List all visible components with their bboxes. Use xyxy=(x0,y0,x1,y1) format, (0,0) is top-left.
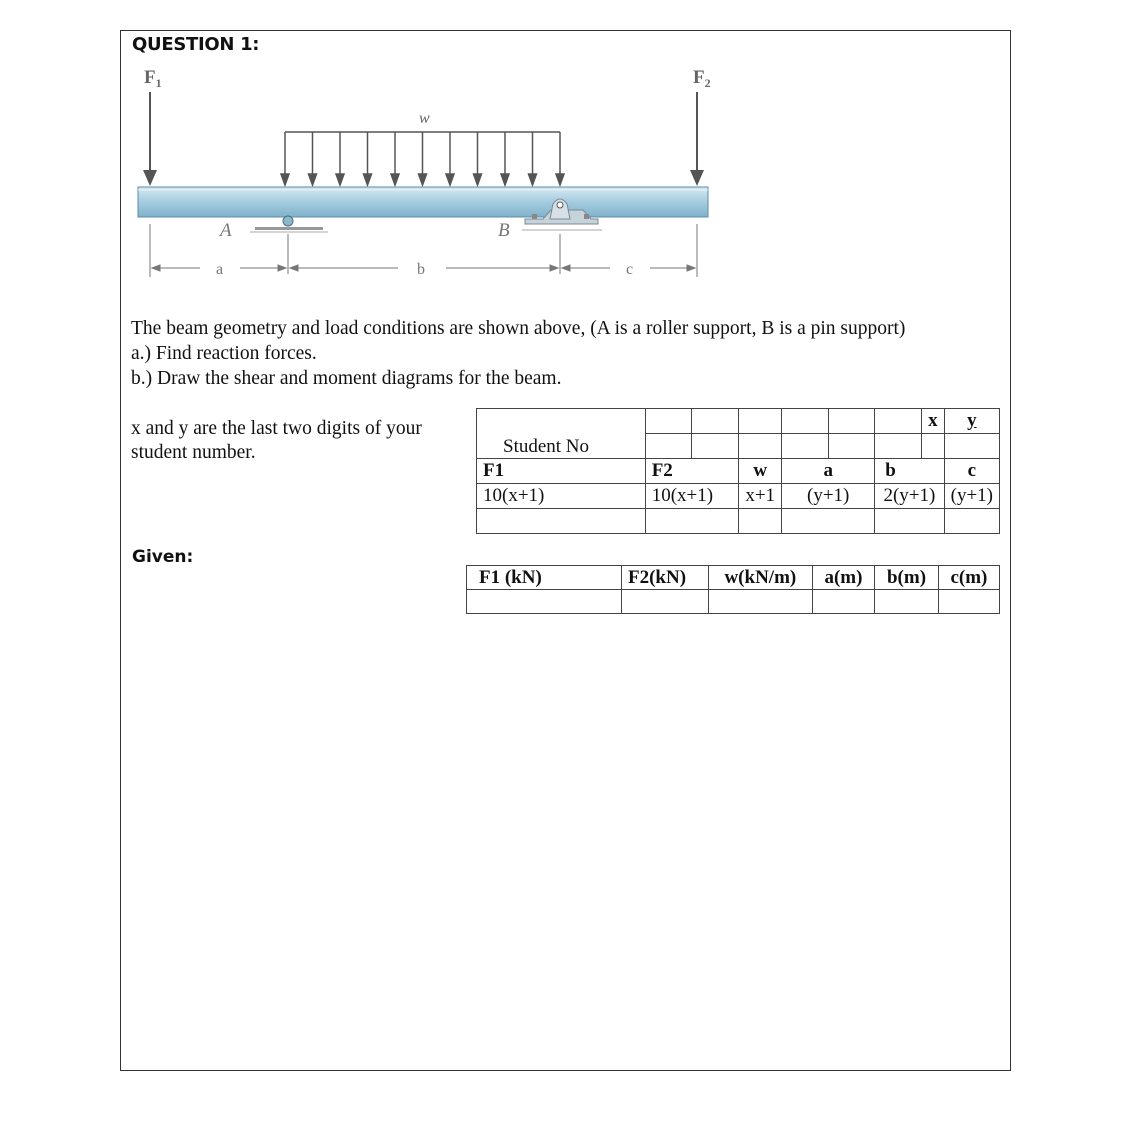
load-arrow-head xyxy=(391,174,399,185)
dimension-a-label: a xyxy=(216,261,224,278)
question-title: QUESTION 1: xyxy=(132,34,260,55)
header-f2: F2 xyxy=(645,459,739,484)
digit-cell[interactable] xyxy=(692,409,739,434)
given-header-w: w(kN/m) xyxy=(708,566,812,590)
given-table xyxy=(466,565,1000,614)
given-header-a: a(m) xyxy=(812,566,874,590)
problem-line-3: b.) Draw the shear and moment diagrams for the beam. xyxy=(131,368,562,389)
header-a: a xyxy=(782,459,875,484)
formula-f2: 10(x+1) xyxy=(645,484,739,509)
support-a-label: A xyxy=(220,220,232,241)
digit-cell[interactable] xyxy=(782,409,829,434)
given-label: Given: xyxy=(132,547,194,567)
x-digit-header: x xyxy=(922,409,945,434)
digit-cell[interactable] xyxy=(875,434,922,459)
digit-cell[interactable] xyxy=(645,434,692,459)
given-header-b: b(m) xyxy=(875,566,939,590)
roller-support-a xyxy=(250,216,328,232)
problem-statement xyxy=(131,316,1011,391)
header-c: c xyxy=(944,459,999,484)
given-value-b[interactable] xyxy=(875,590,939,614)
student-no-label: Student No xyxy=(503,436,590,457)
formula-b: 2(y+1) xyxy=(875,484,944,509)
dimension-b-label: b xyxy=(417,261,425,278)
x-digit-cell[interactable] xyxy=(922,434,945,459)
load-arrow-head xyxy=(309,174,317,185)
force-f2-arrow xyxy=(690,92,704,186)
value-cell[interactable] xyxy=(477,509,646,534)
digit-cell[interactable] xyxy=(828,434,875,459)
header-w: w xyxy=(739,459,782,484)
given-header-f2: F2(kN) xyxy=(622,566,709,590)
load-arrow-head xyxy=(474,174,482,185)
digit-cell[interactable] xyxy=(739,434,782,459)
given-value-f1[interactable] xyxy=(467,590,622,614)
given-header-f1: F1 (kN) xyxy=(467,566,622,590)
load-arrow-head xyxy=(529,174,537,185)
formula-w: x+1 xyxy=(739,484,782,509)
beam-diagram xyxy=(130,62,730,292)
dimension-c-label: c xyxy=(626,261,634,278)
load-arrow-head xyxy=(446,174,454,185)
load-arrow-head xyxy=(556,174,564,185)
digit-cell[interactable] xyxy=(739,409,782,434)
y-digit-header: y xyxy=(944,409,999,434)
force-f1-arrow xyxy=(143,92,157,186)
header-b: b xyxy=(875,459,944,484)
digit-cell[interactable] xyxy=(692,434,739,459)
digit-cell[interactable] xyxy=(782,434,829,459)
load-w-label: w xyxy=(419,110,430,127)
value-cell[interactable] xyxy=(875,509,944,534)
given-value-c[interactable] xyxy=(938,590,999,614)
load-arrow-head xyxy=(501,174,509,185)
formula-f1: 10(x+1) xyxy=(477,484,646,509)
student-table xyxy=(476,408,1000,534)
given-header-c: c(m) xyxy=(938,566,999,590)
given-value-f2[interactable] xyxy=(622,590,709,614)
load-arrow-head xyxy=(336,174,344,185)
beam xyxy=(138,187,708,217)
digit-cell[interactable] xyxy=(875,409,922,434)
formula-c: (y+1) xyxy=(944,484,999,509)
y-digit-cell[interactable] xyxy=(944,434,999,459)
student-number-note: x and y are the last two digits of your student number. xyxy=(131,418,422,463)
formula-a: (y+1) xyxy=(782,484,875,509)
value-cell[interactable] xyxy=(645,509,739,534)
load-arrow-head xyxy=(419,174,427,185)
given-value-a[interactable] xyxy=(812,590,874,614)
digit-cell[interactable] xyxy=(828,409,875,434)
problem-line-2: a.) Find reaction forces. xyxy=(131,343,317,364)
load-arrow-head xyxy=(364,174,372,185)
problem-line-1: The beam geometry and load conditions are shown above, (A is a roller support, B is a pin support) xyxy=(131,318,906,339)
digit-cell[interactable] xyxy=(645,409,692,434)
distributed-load xyxy=(281,132,564,185)
header-f1: F1 xyxy=(477,459,646,484)
load-arrow-head xyxy=(281,174,289,185)
value-cell[interactable] xyxy=(739,509,782,534)
value-cell[interactable] xyxy=(944,509,999,534)
value-cell[interactable] xyxy=(782,509,875,534)
given-value-w[interactable] xyxy=(708,590,812,614)
force-f2-label: $F_2$ xyxy=(693,67,711,90)
support-b-label: B xyxy=(498,220,510,241)
force-f1-label: $F_1$ xyxy=(144,67,162,90)
